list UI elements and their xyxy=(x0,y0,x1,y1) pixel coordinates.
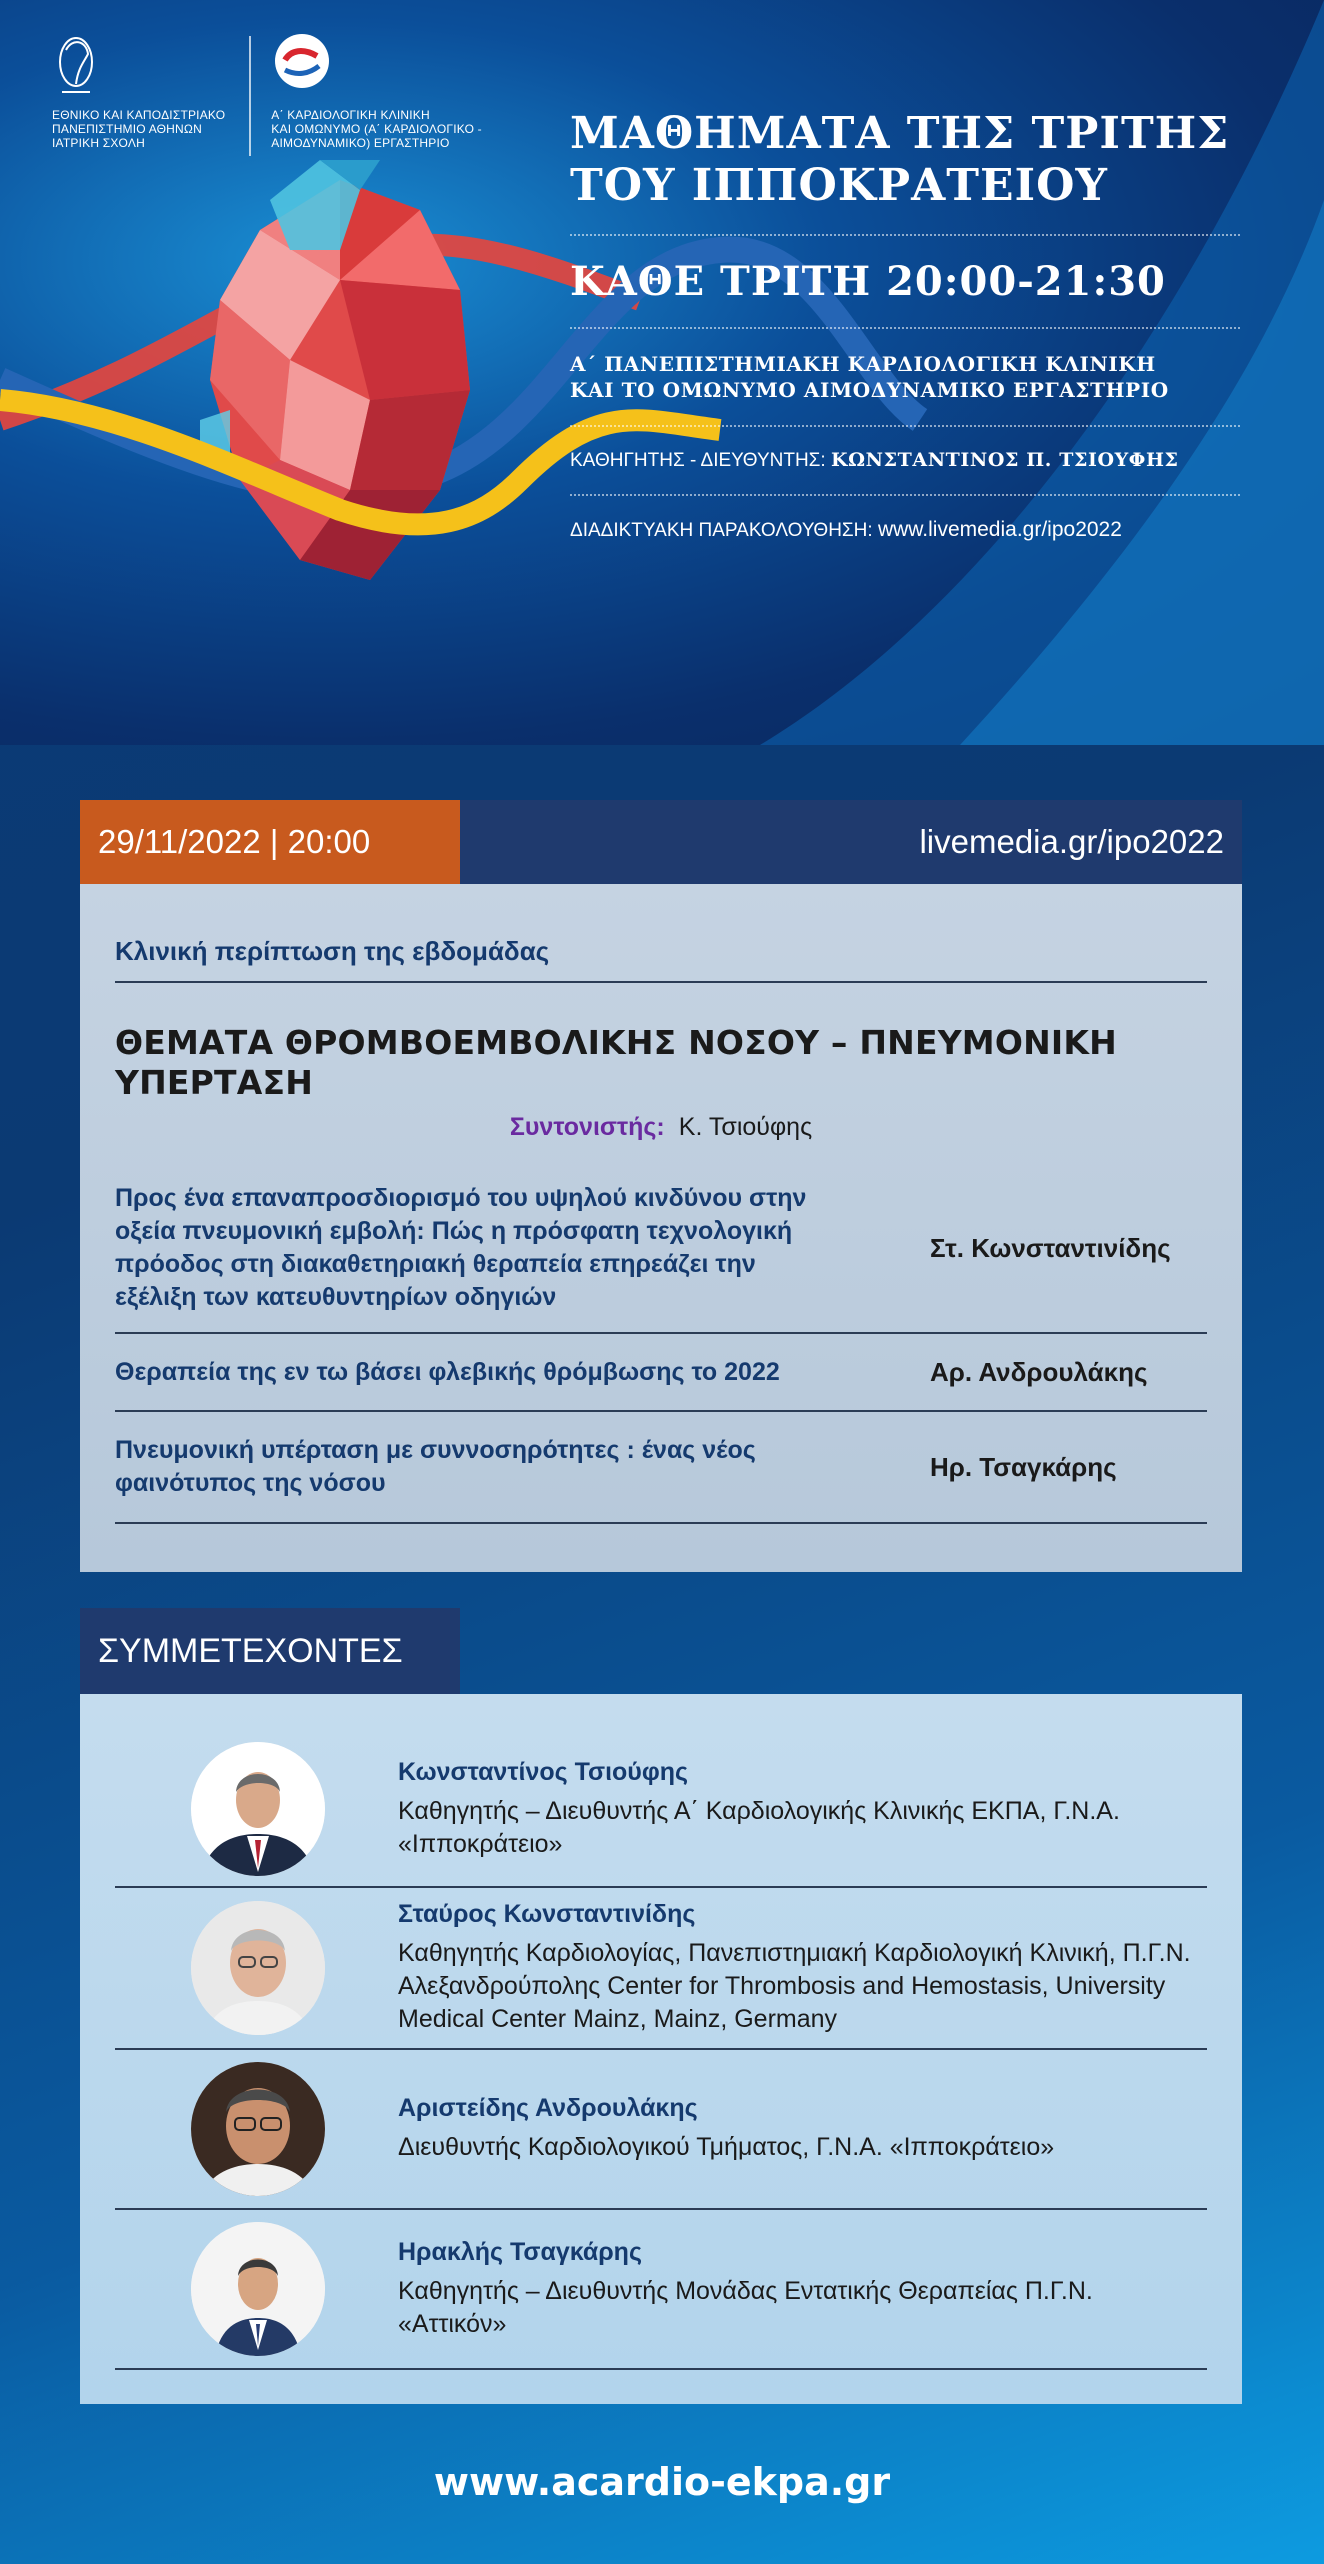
avatar xyxy=(191,1742,325,1876)
talk-speaker: Στ. Κωνσταντινίδης xyxy=(930,1232,1171,1263)
avatar xyxy=(191,2222,325,2356)
talk-row xyxy=(115,1412,1207,1524)
divider xyxy=(570,494,1240,496)
logos xyxy=(52,32,482,156)
online-line xyxy=(570,518,1240,542)
participant-name: Ηρακλής Τσαγκάρης xyxy=(398,2237,642,2266)
participants-heading: ΣΥΜΜΕΤΕΧΟΝΤΕΣ xyxy=(80,1608,460,1694)
talk-title: Προς ένα επαναπροσδιορισμό του υψηλού κινδύνου στην οξεία πνευμονική εμβολή: Πώς η πρόσφατη τεχνολογική πρόοδος στη διακαθετηριακή θεραπεία επηρεάζει την εξέλιξη των κατευθυντηρίων οδηγιών xyxy=(115,1184,807,1311)
participant-row xyxy=(115,2210,1207,2370)
university-logo xyxy=(52,32,225,150)
program-header xyxy=(80,800,1242,884)
case-heading: Κλινική περίπτωση της εβδομάδας xyxy=(115,884,1207,983)
hero-title: ΜΑΘΗΜΑΤΑ ΤΗΣ ΤΡΙΤΗΣ ΤΟΥ ΙΠΠΟΚΡΑΤΕΙΟΥ xyxy=(570,108,1230,211)
divider xyxy=(570,425,1240,427)
logo-divider xyxy=(249,36,251,156)
clinic-emblem-icon xyxy=(273,32,331,90)
avatar xyxy=(191,2062,325,2196)
participant-row xyxy=(115,2050,1207,2210)
clinic-logo-text: Α΄ ΚΑΡΔΙΟΛΟΓΙΚΗ ΚΛΙΝΙΚΗ ΚΑΙ ΟΜΩΝΥΜΟ (Α΄ ΚΑΡΔΙΟΛΟΓΙΚΟ - ΑΙΜΟΔΥΝΑΜΙΚΟ) ΕΡΓΑΣΤΗΡΙΟ xyxy=(271,108,482,150)
divider xyxy=(570,327,1240,329)
schedule: ΚΑΘΕ ΤΡΙΤΗ 20:00-21:30 xyxy=(570,258,1166,305)
clinic-name: Α΄ ΠΑΝΕΠΙΣΤΗΜΙΑΚΗ ΚΑΡΔΙΟΛΟΓΙΚΗ ΚΛΙΝΙΚΗ ΚΑΙ ΤΟ ΟΜΩΝΥΜΟ ΑΙΜΟΔΥΝΑΜΙΚΟ ΕΡΓΑΣΤΗΡΙΟ xyxy=(570,352,1169,402)
participant-row xyxy=(115,1888,1207,2050)
university-logo-text: ΕΘΝΙΚΟ ΚΑΙ ΚΑΠΟΔΙΣΤΡΙΑΚΟ ΠΑΝΕΠΙΣΤΗΜΙΟ ΑΘΗΝΩΝ ΙΑΤΡΙΚΗ ΣΧΟΛΗ xyxy=(52,108,226,150)
main-topic: ΘΕΜΑΤΑ ΘΡΟΜΒΟΕΜΒΟΛΙΚΗΣ ΝΟΣΟΥ – ΠΝΕΥΜΟΝΙΚΗ ΥΠΕΡΤΑΣΗ xyxy=(115,1023,1117,1102)
participant-row xyxy=(115,1732,1207,1888)
participant-role: Καθηγητής – Διευθυντής Α΄ Καρδιολογικής Κλινικής ΕΚΠΑ, Γ.Ν.Α. «Ιπποκράτειο» xyxy=(398,1796,1120,1858)
participant-name: Κωνσταντίνος Τσιούφης xyxy=(398,1757,689,1786)
professor-line xyxy=(570,449,1240,472)
participant-name: Αριστείδης Ανδρουλάκης xyxy=(398,2094,698,2122)
participants-list xyxy=(80,1694,1242,2404)
talk-speaker: Ηρ. Τσαγκάρης xyxy=(930,1451,1117,1482)
talk-title: Πνευμονική υπέρταση με συννοσηρότητες : ένας νέος φαινότυπος της νόσου xyxy=(115,1436,756,1497)
participant-role: Καθηγητής Καρδιολογίας, Πανεπιστημιακή Καρδιολογική Κλινική, Π.Γ.Ν. Αλεξανδρούπολης Center for Thrombosis and Hemostasis, University Medical Center Mainz, Mainz, Germany xyxy=(398,1939,1191,2033)
avatar xyxy=(191,1901,325,2035)
hero-banner xyxy=(0,0,1324,745)
divider xyxy=(570,234,1240,236)
hero-info xyxy=(570,108,1240,542)
talk-speaker: Αρ. Ανδρουλάκης xyxy=(930,1356,1148,1387)
talk-row xyxy=(115,1164,1207,1334)
talk-title: Θεραπεία της εν τω βάσει φλεβικής θρόμβωσης το 2022 xyxy=(115,1357,780,1386)
participant-role: Διευθυντής Καρδιολογικού Τμήματος, Γ.Ν.Α. «Ιπποκράτειο» xyxy=(398,2133,1055,2161)
professor-name: ΚΩΝΣΤΑΝΤΙΝΟΣ Π. ΤΣΙΟΥΦΗΣ xyxy=(830,449,1179,471)
footer-website-link[interactable]: www.acardio-ekpa.gr xyxy=(433,2460,891,2504)
online-label: ΔΙΑΔΙΚΤΥΑΚΗ ΠΑΡΑΚΟΛΟΥΘΗΣΗ: xyxy=(570,520,878,541)
coordinator-label: Συντονιστής: xyxy=(509,1113,665,1141)
talk-row xyxy=(115,1334,1207,1412)
participant-name: Σταύρος Κωνσταντινίδης xyxy=(398,1900,696,1928)
coordinator xyxy=(115,1113,1207,1142)
online-url-link[interactable]: www.livemedia.gr/ipo2022 xyxy=(877,518,1122,541)
athena-emblem-icon xyxy=(52,32,100,102)
program-body xyxy=(80,884,1242,1572)
clinic-logo xyxy=(271,32,482,150)
coordinator-name: Κ. Τσιούφης xyxy=(678,1113,813,1141)
professor-label: ΚΑΘΗΓΗΤΗΣ - ΔΙΕΥΘΥΝΤΗΣ: xyxy=(570,450,831,471)
program-url-link[interactable]: livemedia.gr/ipo2022 xyxy=(919,823,1224,860)
program-date-time: 29/11/2022 | 20:00 xyxy=(80,800,460,884)
participant-role: Καθηγητής – Διευθυντής Μονάδας Εντατικής Θεραπείας Π.Γ.Ν. «Αττικόν» xyxy=(398,2276,1093,2338)
